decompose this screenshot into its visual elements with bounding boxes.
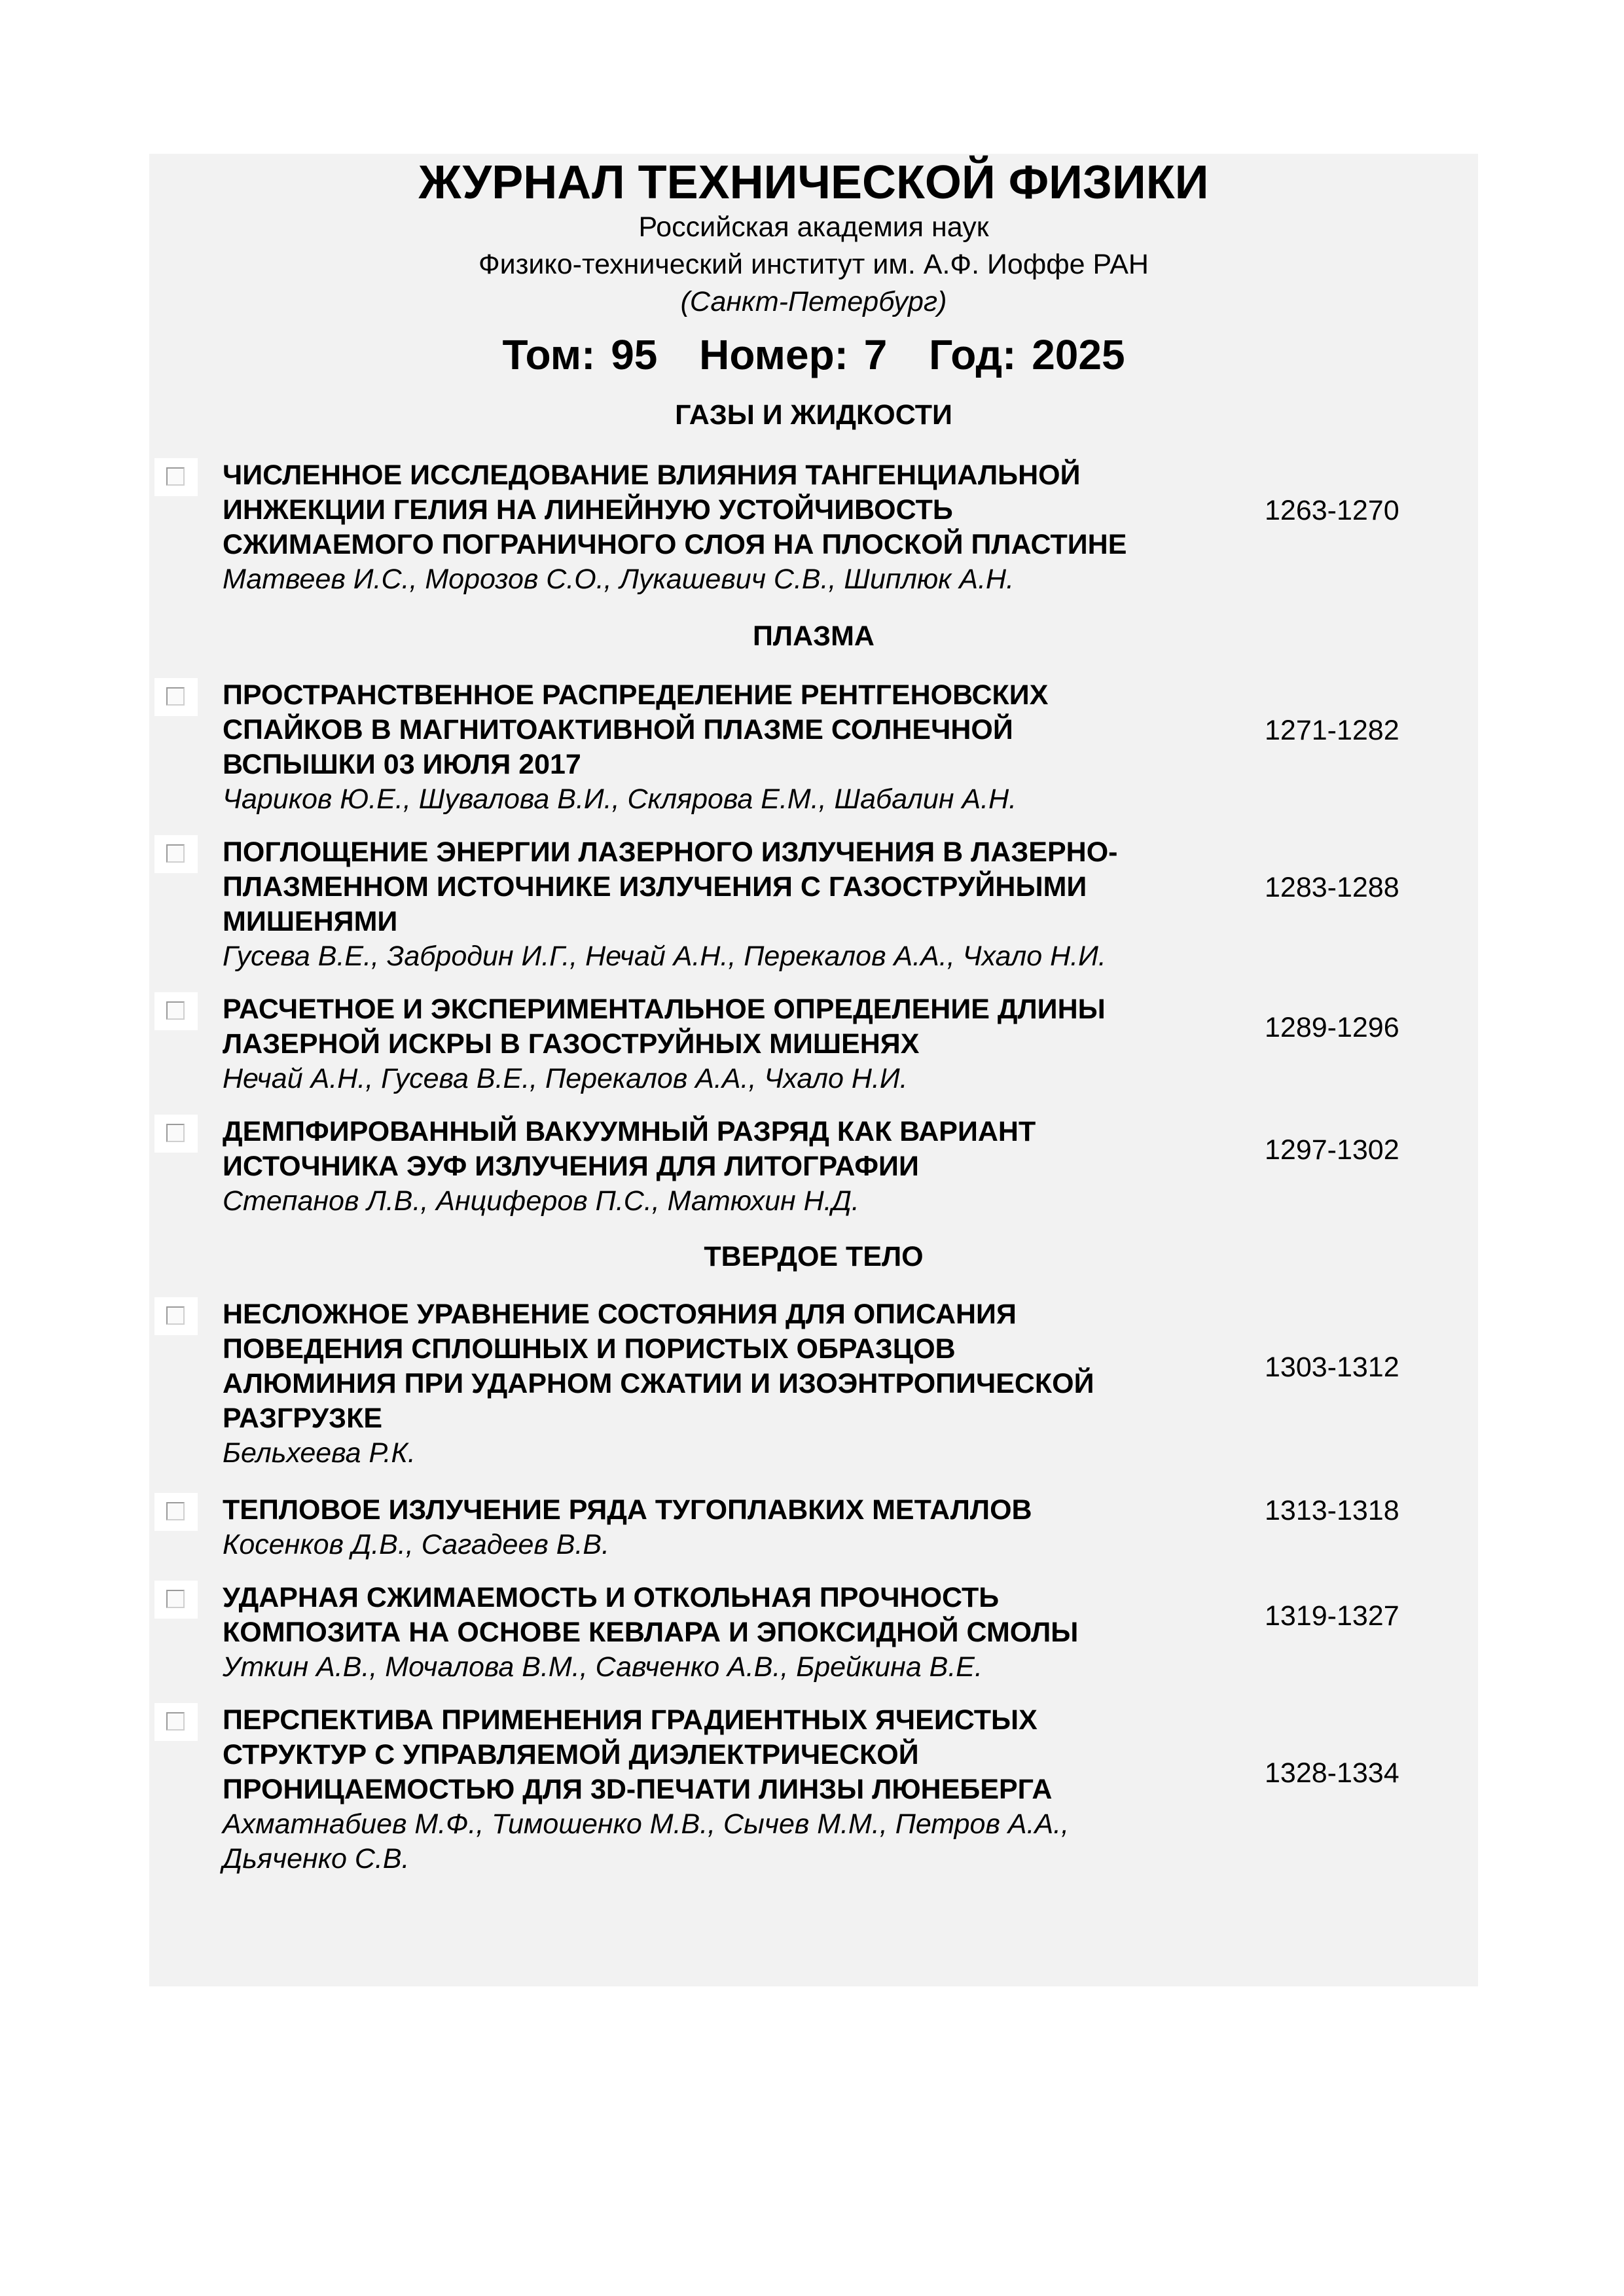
article-title-line[interactable]: ПРОНИЦАЕМОСТЬЮ ДЛЯ 3D-ПЕЧАТИ ЛИНЗЫ ЛЮНЕБЕРГА xyxy=(223,1774,1053,1805)
article-title-line[interactable]: ВСПЫШКИ 03 ИЮЛЯ 2017 xyxy=(223,749,581,780)
article-entry xyxy=(149,992,1478,1096)
article-title-line[interactable]: ИСТОЧНИКА ЭУФ ИЗЛУЧЕНИЯ ДЛЯ ЛИТОГРАФИИ xyxy=(223,1151,919,1182)
checkbox-square-icon xyxy=(166,1001,185,1020)
article-authors-line: Чариков Ю.Е., Шувалова В.И., Склярова Е.М., Шабалин А.Н. xyxy=(223,783,1017,815)
article-title-line[interactable]: РАЗГРУЗКЕ xyxy=(223,1403,382,1434)
article-pages: 1328-1334 xyxy=(1265,1757,1399,1789)
issue-info xyxy=(149,329,1478,381)
article-checkbox[interactable] xyxy=(154,992,198,1030)
article-authors-line: Степанов Л.В., Анциферов П.С., Матюхин Н.Д. xyxy=(223,1185,859,1217)
article-title-line[interactable]: НЕСЛОЖНОЕ УРАВНЕНИЕ СОСТОЯНИЯ ДЛЯ ОПИСАНИЯ xyxy=(223,1299,1017,1330)
article-checkbox[interactable] xyxy=(154,458,198,496)
article-title-line[interactable]: ПОВЕДЕНИЯ СПЛОШНЫХ И ПОРИСТЫХ ОБРАЗЦОВ xyxy=(223,1333,956,1365)
journal-title: ЖУРНАЛ ТЕХНИЧЕСКОЙ ФИЗИКИ xyxy=(418,156,1209,209)
article-title-line[interactable]: ИНЖЕКЦИИ ГЕЛИЯ НА ЛИНЕЙНУЮ УСТОЙЧИВОСТЬ xyxy=(223,494,953,526)
volume-value: 95 xyxy=(611,331,658,378)
article-authors-line: Ахматнабиев М.Ф., Тимошенко М.В., Сычев М.М., Петров А.А., xyxy=(223,1808,1070,1840)
article-title-line[interactable]: СЖИМАЕМОГО ПОГРАНИЧНОГО СЛОЯ НА ПЛОСКОЙ ПЛАСТИНЕ xyxy=(223,529,1127,560)
article-title-line[interactable]: ЧИСЛЕННОЕ ИССЛЕДОВАНИЕ ВЛИЯНИЯ ТАНГЕНЦИАЛЬНОЙ xyxy=(223,459,1081,491)
article-entry xyxy=(149,458,1478,597)
article-title-line[interactable]: ПЛАЗМЕННОМ ИСТОЧНИКЕ ИЗЛУЧЕНИЯ С ГАЗОСТРУЙНЫМИ xyxy=(223,871,1087,903)
checkbox-square-icon xyxy=(166,844,185,863)
section-title: ТВЕРДОЕ ТЕЛО xyxy=(704,1241,924,1272)
academy-name: Российская академия наук xyxy=(638,211,989,243)
article-title-line[interactable]: МИШЕНЯМИ xyxy=(223,906,398,937)
article-title-line[interactable]: ТЕПЛОВОЕ ИЗЛУЧЕНИЕ РЯДА ТУГОПЛАВКИХ МЕТАЛЛОВ xyxy=(223,1494,1032,1526)
table-of-contents xyxy=(149,395,1478,1876)
article-authors-line: Дьяченко С.В. xyxy=(223,1843,410,1874)
article-text xyxy=(223,1115,1191,1219)
article-pages: 1313-1318 xyxy=(1265,1495,1399,1526)
checkbox-square-icon xyxy=(166,1712,185,1731)
article-pages: 1319-1327 xyxy=(1265,1600,1399,1632)
article-text xyxy=(223,1703,1191,1876)
checkbox-square-icon xyxy=(166,1590,185,1608)
checkbox-square-icon xyxy=(166,687,185,706)
article-checkbox[interactable] xyxy=(154,835,198,873)
article-text xyxy=(223,992,1191,1096)
journal-header xyxy=(149,154,1478,381)
year-value: 2025 xyxy=(1032,331,1125,378)
article-checkbox[interactable] xyxy=(154,1297,198,1335)
article-title-line[interactable]: ПЕРСПЕКТИВА ПРИМЕНЕНИЯ ГРАДИЕНТНЫХ ЯЧЕИСТЫХ xyxy=(223,1704,1038,1736)
article-authors-line: Нечай А.Н., Гусева В.Е., Перекалов А.А., Чхало Н.И. xyxy=(223,1063,908,1094)
article-authors-line: Косенков Д.В., Сагадеев В.В. xyxy=(223,1529,610,1560)
section-title: ПЛАЗМА xyxy=(753,620,875,652)
article-pages: 1289-1296 xyxy=(1265,1011,1399,1043)
article-pages: 1271-1282 xyxy=(1265,715,1399,746)
article-entry xyxy=(149,1493,1478,1562)
article-title-line[interactable]: ПОГЛОЩЕНИЕ ЭНЕРГИИ ЛАЗЕРНОГО ИЗЛУЧЕНИЯ В ЛАЗЕРНО- xyxy=(223,836,1118,868)
article-pages: 1283-1288 xyxy=(1265,872,1399,903)
article-checkbox[interactable] xyxy=(154,1493,198,1531)
article-text xyxy=(223,678,1191,817)
article-entry xyxy=(149,1703,1478,1876)
article-title-line[interactable]: РАСЧЕТНОЕ И ЭКСПЕРИМЕНТАЛЬНОЕ ОПРЕДЕЛЕНИЕ ДЛИНЫ xyxy=(223,994,1106,1025)
article-title-line[interactable]: СТРУКТУР С УПРАВЛЯЕМОЙ ДИЭЛЕКТРИЧЕСКОЙ xyxy=(223,1739,919,1770)
article-checkbox[interactable] xyxy=(154,1581,198,1619)
article-text xyxy=(223,458,1191,597)
article-title-line[interactable]: УДАРНАЯ СЖИМАЕМОСТЬ И ОТКОЛЬНАЯ ПРОЧНОСТЬ xyxy=(223,1582,1000,1613)
checkbox-square-icon xyxy=(166,1502,185,1520)
article-checkbox[interactable] xyxy=(154,1115,198,1153)
article-entry xyxy=(149,1581,1478,1685)
article-title-line[interactable]: АЛЮМИНИЯ ПРИ УДАРНОМ СЖАТИИ И ИЗОЭНТРОПИЧЕСКОЙ xyxy=(223,1368,1094,1399)
year-label: Год: xyxy=(929,331,1017,378)
article-text xyxy=(223,1493,1191,1562)
article-title-line[interactable]: СПАЙКОВ В МАГНИТОАКТИВНОЙ ПЛАЗМЕ СОЛНЕЧНОЙ xyxy=(223,714,1013,745)
article-entry xyxy=(149,678,1478,817)
article-title-line[interactable]: ДЕМПФИРОВАННЫЙ ВАКУУМНЫЙ РАЗРЯД КАК ВАРИАНТ xyxy=(223,1116,1036,1147)
article-authors-line: Матвеев И.С., Морозов С.О., Лукашевич С.В., Шиплюк А.Н. xyxy=(223,564,1015,595)
article-authors-line: Уткин А.В., Мочалова В.М., Савченко А.В., Брейкина В.Е. xyxy=(223,1651,983,1683)
article-title-line[interactable]: ПРОСТРАНСТВЕННОЕ РАСПРЕДЕЛЕНИЕ РЕНТГЕНОВСКИХ xyxy=(223,679,1049,711)
article-text xyxy=(223,835,1191,974)
article-title-line[interactable]: ЛАЗЕРНОЙ ИСКРЫ В ГАЗОСТРУЙНЫХ МИШЕНЯХ xyxy=(223,1028,920,1060)
article-checkbox[interactable] xyxy=(154,1703,198,1741)
article-checkbox[interactable] xyxy=(154,678,198,716)
number-label: Номер: xyxy=(699,331,848,378)
article-title-line[interactable]: КОМПОЗИТА НА ОСНОВЕ КЕВЛАРА И ЭПОКСИДНОЙ СМОЛЫ xyxy=(223,1617,1079,1648)
article-text xyxy=(223,1297,1191,1471)
checkbox-square-icon xyxy=(166,1124,185,1142)
article-pages: 1303-1312 xyxy=(1265,1351,1399,1383)
checkbox-square-icon xyxy=(166,1306,185,1325)
article-entry xyxy=(149,1115,1478,1219)
article-entry xyxy=(149,835,1478,974)
section-title: ГАЗЫ И ЖИДКОСТИ xyxy=(675,399,952,431)
institute-name: Физико-технический институт им. А.Ф. Иоффе РАН xyxy=(478,249,1149,280)
article-text xyxy=(223,1581,1191,1685)
article-pages: 1263-1270 xyxy=(1265,495,1399,526)
checkbox-square-icon xyxy=(166,467,185,486)
contents-panel xyxy=(149,154,1478,1986)
city-name: (Санкт-Петербург) xyxy=(680,286,947,317)
article-authors-line: Бельхеева Р.К. xyxy=(223,1437,416,1469)
article-authors-line: Гусева В.Е., Забродин И.Г., Нечай А.Н., Перекалов А.А., Чхало Н.И. xyxy=(223,941,1106,972)
volume-label: Том: xyxy=(502,331,596,378)
number-value: 7 xyxy=(863,331,888,378)
article-entry xyxy=(149,1297,1478,1471)
article-pages: 1297-1302 xyxy=(1265,1134,1399,1166)
